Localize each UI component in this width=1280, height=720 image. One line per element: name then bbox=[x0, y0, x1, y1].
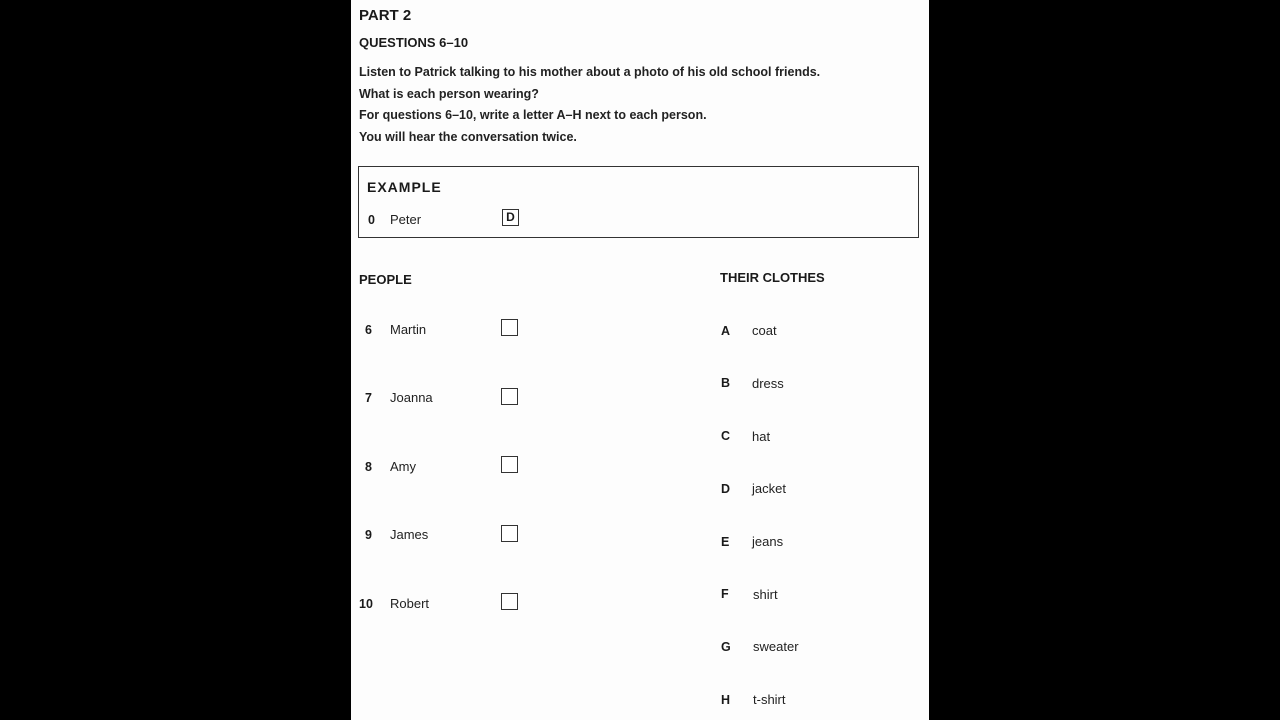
instruction-line: Listen to Patrick talking to his mother about a photo of his old school friends. bbox=[359, 65, 821, 79]
answer-box[interactable] bbox=[501, 525, 518, 542]
option-label: t-shirt bbox=[753, 692, 786, 707]
option-label: jacket bbox=[752, 481, 786, 496]
option-label: dress bbox=[752, 376, 784, 391]
option-letter: E bbox=[721, 535, 730, 549]
clothes-heading: THEIR CLOTHES bbox=[720, 270, 825, 285]
questions-title: QUESTIONS 6–10 bbox=[359, 35, 469, 50]
instruction-line: For questions 6–10, write a letter A–H next to each person. bbox=[359, 108, 707, 122]
answer-box[interactable] bbox=[501, 388, 518, 405]
option-letter: A bbox=[721, 324, 731, 338]
answer-box[interactable] bbox=[501, 456, 518, 473]
example-box bbox=[358, 166, 919, 238]
instruction-line: What is each person wearing? bbox=[359, 87, 539, 101]
option-letter: F bbox=[721, 587, 729, 601]
option-letter: B bbox=[721, 376, 731, 390]
example-number: 0 bbox=[368, 213, 375, 227]
person-name: Joanna bbox=[390, 390, 433, 405]
person-number: 6 bbox=[365, 323, 372, 337]
example-heading: EXAMPLE bbox=[367, 179, 442, 195]
people-heading: PEOPLE bbox=[359, 272, 412, 287]
option-letter: G bbox=[721, 640, 731, 654]
person-name: Martin bbox=[390, 322, 427, 337]
person-name: James bbox=[390, 527, 429, 542]
option-label: shirt bbox=[753, 587, 778, 602]
example-name: Peter bbox=[390, 212, 422, 227]
person-number: 10 bbox=[359, 597, 373, 611]
option-label: sweater bbox=[753, 639, 799, 654]
answer-box[interactable] bbox=[501, 593, 518, 610]
option-label: hat bbox=[752, 429, 771, 444]
person-number: 9 bbox=[365, 528, 372, 542]
person-name: Amy bbox=[390, 459, 416, 474]
option-letter: H bbox=[721, 693, 731, 707]
option-letter: D bbox=[721, 482, 731, 496]
instruction-line: You will hear the conversation twice. bbox=[359, 130, 577, 144]
person-number: 8 bbox=[365, 460, 372, 474]
person-name: Robert bbox=[390, 596, 430, 611]
part-title: PART 2 bbox=[359, 7, 412, 24]
option-letter: C bbox=[721, 429, 731, 443]
worksheet-page bbox=[351, 0, 929, 720]
option-label: jeans bbox=[752, 534, 784, 549]
option-label: coat bbox=[752, 323, 777, 338]
answer-box[interactable] bbox=[501, 319, 518, 336]
person-number: 7 bbox=[365, 391, 372, 405]
example-answer-box: D bbox=[502, 209, 519, 226]
